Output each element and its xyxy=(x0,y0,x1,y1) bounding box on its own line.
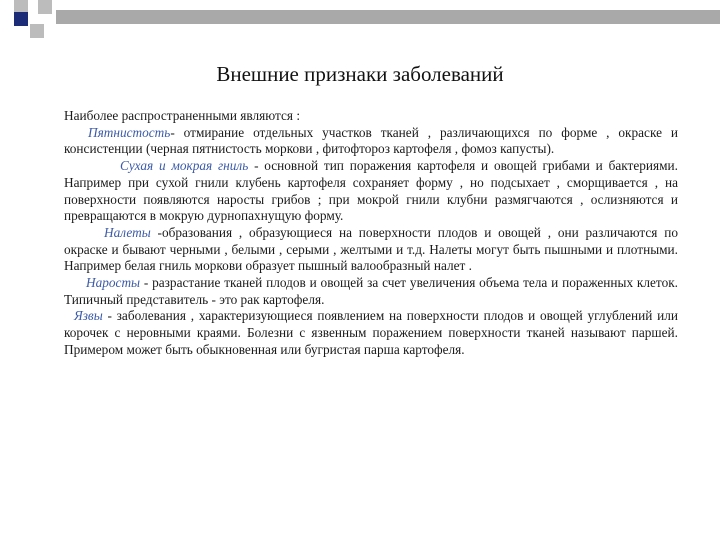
list-item xyxy=(64,225,678,275)
definition: - основной тип поражения картофеля и овощей грибами и бактериями. Например при сухой гнили клубень картофеля сохраняет форму , но подсыхает , сморщивается , на поверхности появляются наросты грибов ; при мокрой гнили клубни размягчаются , ослизняются и превращаются в мокрую дурнопахнущую форму. xyxy=(64,158,678,224)
definition: - отмирание отдельных участков тканей , различающихся по форме , окраске и консистенции (черная пятнистость моркови , фитофтороз картофеля , фомоз капусты). xyxy=(64,124,678,157)
definition: - разрастание тканей плодов и овощей за счет увеличения объема тела и пораженных клеток. Типичный представитель - это рак картофеля. xyxy=(64,275,678,307)
page-title: Внешние признаки заболеваний xyxy=(216,62,504,86)
deco-square xyxy=(30,24,44,38)
header-decoration xyxy=(0,0,720,40)
list-item xyxy=(64,308,678,358)
definition: -образования , образующиеся на поверхности плодов и овощей , они различаются по окраске и бывают черными , белыми , серыми , желтыми и т.д. Налеты могут быть пышными и плотными. Например белая гниль моркови образует пышный валообразный налет . xyxy=(64,224,678,274)
header-bar xyxy=(56,10,720,24)
term: Сухая и мокрая гниль xyxy=(120,158,249,174)
term: Пятнистость xyxy=(88,124,171,140)
term: Язвы xyxy=(74,308,103,324)
list-item xyxy=(64,275,678,308)
deco-square xyxy=(14,12,28,26)
intro-text: Наиболее распространенными являются : xyxy=(64,108,301,123)
list-item xyxy=(64,158,678,225)
deco-square xyxy=(38,0,52,14)
definition: - заболевания , характеризующиеся появлением на поверхности плодов и овощей углублений или корочек с неровными краями. Болезни с язвенным поражением поверхности тканей называют паршей. Примером может быть обыкновенная или бугристая парша картофеля. xyxy=(64,308,678,357)
term: Наросты xyxy=(86,275,141,291)
list-item xyxy=(64,125,678,158)
body-text xyxy=(64,108,678,359)
term: Налеты xyxy=(104,224,151,240)
